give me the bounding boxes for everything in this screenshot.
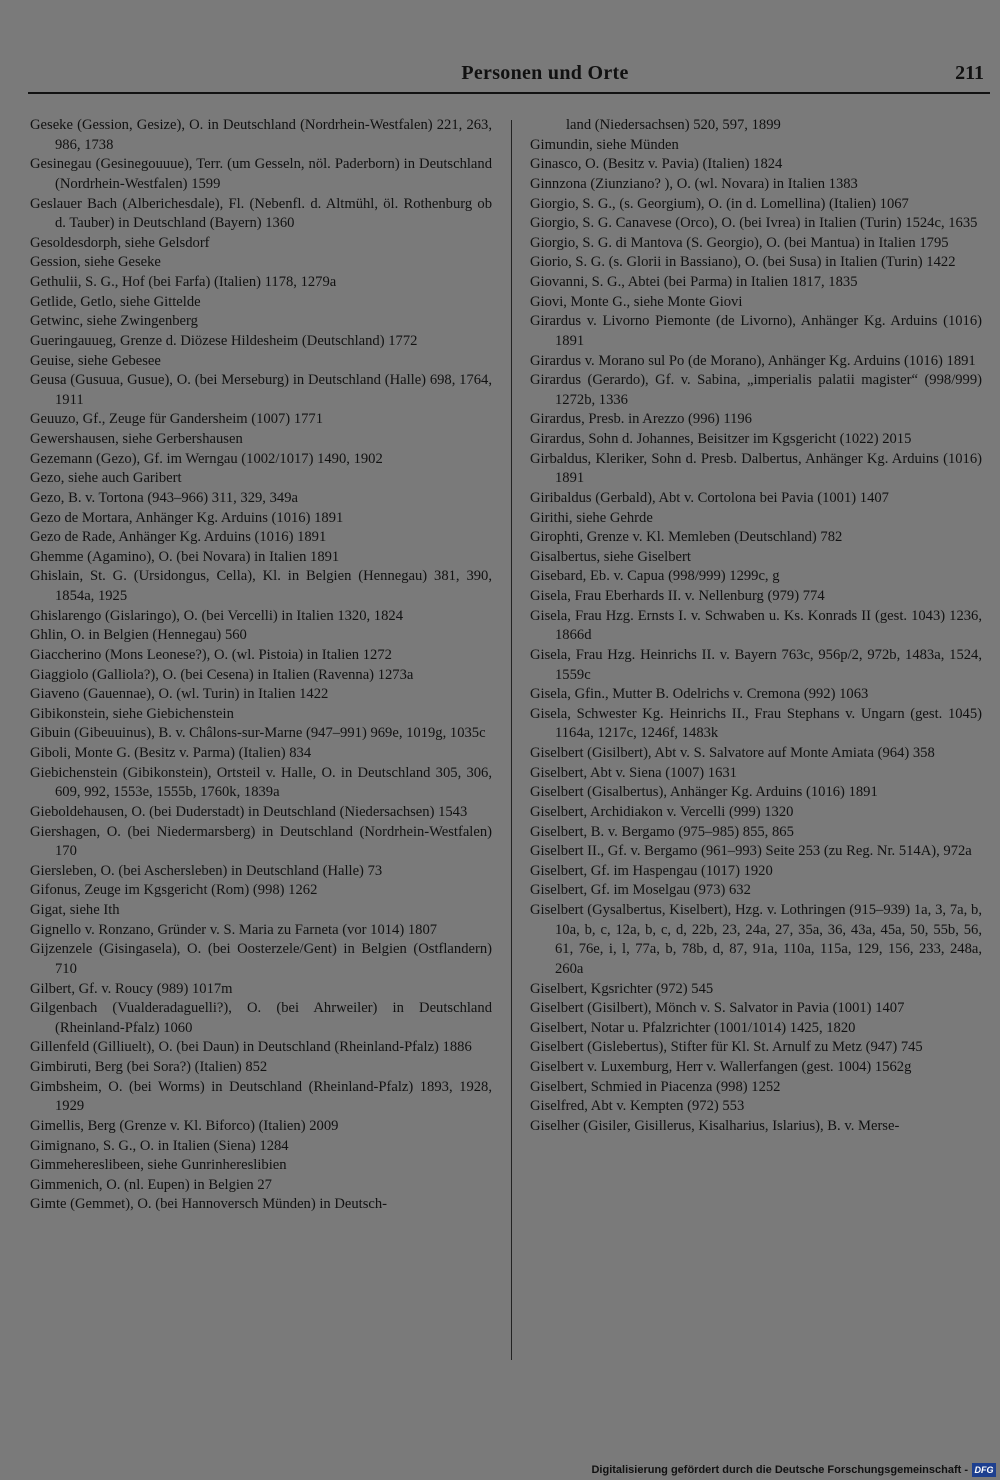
index-entry: Getlide, Getlo, siehe Gittelde [30, 293, 201, 310]
index-entry: Gimmehereslibeen, siehe Gunrinhereslibien [30, 1157, 287, 1174]
index-entry: Ghislarengo (Gislaringo), O. (bei Vercelli) in Italien 1320, 1824 [30, 607, 403, 624]
index-entry: Giorgio, S. G., (s. Georgium), O. (in d. Lomellina) (Italien) 1067 [530, 195, 909, 212]
running-title: Personen und Orte [461, 62, 629, 84]
page-number: 211 [955, 62, 984, 84]
index-entry: Giaccherino (Mons Leonese?), O. (wl. Pistoia) in Italien 1272 [30, 646, 392, 663]
page-header [30, 58, 990, 92]
index-entry: Gesinegau (Gesinegouuue), Terr. (um Gesseln, nöl. Paderborn) in Deutschland (Nordrhein-Westfalen) 1599 [30, 156, 492, 192]
index-entry: Gisela, Schwester Kg. Heinrichs II., Frau Stephans v. Ungarn (gest. 1045) 1164a, 1217c, 1246f, 1483k [530, 705, 982, 742]
index-entry: Girardus, Presb. in Arezzo (996) 1196 [530, 411, 752, 428]
index-entry: Gezo, siehe auch Garibert [30, 470, 182, 487]
index-entry: Gilgenbach (Vualderadaguelli?), O. (bei Ahrweiler) in Deutschland (Rheinland-Pfalz) 1060 [30, 1000, 492, 1036]
index-entry: Gimellis, Berg (Grenze v. Kl. Biforco) (Italien) 2009 [30, 1117, 339, 1134]
index-entry: Giselbert v. Luxemburg, Herr v. Wallerfangen (gest. 1004) 1562g [530, 1059, 912, 1075]
index-entry: Gisela, Frau Eberhards II. v. Nellenburg (979) 774 [530, 588, 825, 604]
index-entry: Giovanni, S. G., Abtei (bei Parma) in Italien 1817, 1835 [530, 274, 858, 290]
index-entry: Giorio, S. G. (s. Glorii in Bassiano), O. (bei Susa) in Italien (Turin) 1422 [530, 254, 956, 271]
index-entry: Gijzenzele (Gisingasela), O. (bei Oosterzele/Gent) in Belgien (Ostflandern) 710 [30, 941, 492, 977]
index-entry: Girbaldus, Kleriker, Sohn d. Presb. Dalbertus, Anhänger Kg. Arduins (1016) 1891 [530, 450, 982, 487]
index-entry: Gewershausen, siehe Gerbershausen [30, 431, 243, 447]
index-entry: Gethulii, S. G., Hof (bei Farfa) (Italien) 1178, 1279a [30, 274, 337, 290]
index-entry: Giaveno (Gauennae), O. (wl. Turin) in Italien 1422 [30, 686, 329, 703]
index-entry: Gimbiruti, Berg (bei Sora?) (Italien) 852 [30, 1059, 268, 1075]
index-entry: Giselbert, B. v. Bergamo (975–985) 855, 865 [530, 823, 794, 840]
index-entry: Gimignano, S. G., O. in Italien (Siena) 1284 [30, 1137, 289, 1154]
index-entry: Gezo de Mortara, Anhänger Kg. Arduins (1016) 1891 [30, 509, 344, 526]
right-column [530, 116, 982, 1137]
index-entry: Ghislain, St. G. (Ursidongus, Cella), Kl. in Belgien (Hennegau) 381, 390, 1854a, 1925 [30, 568, 492, 604]
index-entry: Giribaldus (Gerbald), Abt v. Cortolona bei Pavia (1001) 1407 [530, 489, 889, 506]
index-entry: Giselbert, Archidiakon v. Vercelli (999) 1320 [530, 803, 794, 820]
index-entry: Gimbsheim, O. (bei Worms) in Deutschland (Rheinland-Pfalz) 1893, 1928, 1929 [30, 1078, 492, 1115]
index-entry: Gisalbertus, siehe Giselbert [530, 548, 691, 565]
index-entry: Ginnzona (Ziunziano? ), O. (wl. Novara) in Italien 1383 [530, 175, 858, 192]
index-entry: Giselbert (Gisilbert), Mönch v. S. Salvator in Pavia (1001) 1407 [530, 1000, 905, 1017]
left-column [30, 116, 492, 1215]
index-entry: Gibikonstein, siehe Giebichenstein [30, 705, 234, 722]
index-entry: Girardus (Gerardo), Gf. v. Sabina, „imperialis palatii magister“ (998/999) 1272b, 1336 [530, 372, 982, 408]
index-entry: Gession, siehe Geseke [30, 254, 161, 271]
index-entry: Giselbert II., Gf. v. Bergamo (961–993) Seite 253 (zu Reg. Nr. 514A), 972a [530, 843, 972, 860]
index-entry: Giselbert (Gisalbertus), Anhänger Kg. Arduins (1016) 1891 [530, 784, 878, 801]
index-entry: Giselbert, Notar u. Pfalzrichter (1001/1014) 1425, 1820 [530, 1019, 856, 1036]
index-entry: Giselbert (Gysalbertus, Kiselbert), Hzg. v. Lothringen (915–939) 1a, 3, 7a, b, 10a, b, c, 12a, b, c, d, 22b, 23, 24a, 27, 35a, 36, 43a, 45a, 50, 55b, 56, 61, 76e, i, l, 77a, b, 78b, d, 87, 91a, 110a, 115a, 129, 156, 233, 248a, 260a [530, 902, 982, 977]
index-entry: Gifonus, Zeuge im Kgsgericht (Rom) (998) 1262 [30, 882, 318, 899]
index-entry: Giershagen, O. (bei Niedermarsberg) in Deutschland (Nordrhein-Westfalen) 170 [30, 823, 492, 860]
index-entry: Gisela, Frau Hzg. Heinrichs II. v. Bayern 763c, 956p/2, 972b, 1483a, 1524, 1559c [530, 646, 982, 683]
index-entry: Girithi, siehe Gehrde [530, 509, 653, 526]
index-entry: Geuise, siehe Gebesee [30, 352, 161, 369]
index-entry: Gillenfeld (Gilliuelt), O. (bei Daun) in Deutschland (Rheinland-Pfalz) 1886 [30, 1039, 472, 1056]
index-entry: Giebichenstein (Gibikonstein), Ortsteil v. Halle, O. in Deutschland 305, 306, 609, 992, 1553e, 1555b, 1760k, 1839a [30, 764, 492, 801]
index-entry: Giselbert, Kgsrichter (972) 545 [530, 980, 714, 997]
index-entry: Giselbert, Abt v. Siena (1007) 1631 [530, 764, 737, 781]
index-entry: Girardus v. Livorno Piemonte (de Livorno), Anhänger Kg. Arduins (1016) 1891 [530, 313, 982, 349]
index-entry: Giselbert (Gisilbert), Abt v. S. Salvatore auf Monte Amiata (964) 358 [530, 745, 935, 761]
index-entry: Gieboldehausen, O. (bei Duderstadt) in Deutschland (Niedersachsen) 1543 [30, 803, 468, 820]
index-entry: Girophti, Grenze v. Kl. Memleben (Deutschland) 782 [530, 529, 843, 546]
index-entry: Giorgio, S. G. Canavese (Orco), O. (bei Ivrea) in Italien (Turin) 1524c, 1635 [530, 215, 978, 232]
index-entry: Geslauer Bach (Alberichesdale), Fl. (Nebenfl. d. Altmühl, öl. Rothenburg ob d. Tauber) in Deutschland (Bayern) 1360 [30, 195, 492, 232]
index-entry: Giboli, Monte G. (Besitz v. Parma) (Italien) 834 [30, 745, 312, 761]
index-entry: Giselbert, Schmied in Piacenza (998) 1252 [530, 1078, 781, 1095]
header-rule [28, 92, 990, 94]
index-entry: Gezemann (Gezo), Gf. im Werngau (1002/1017) 1490, 1902 [30, 450, 383, 467]
index-entry: Gueringauueg, Grenze d. Diözese Hildesheim (Deutschland) 1772 [30, 332, 418, 349]
index-entry: Geusa (Gusuua, Gusue), O. (bei Merseburg) in Deutschland (Halle) 698, 1764, 1911 [30, 372, 492, 408]
column-divider [511, 120, 512, 1360]
index-entry: Gigat, siehe Ith [30, 902, 120, 918]
index-entry: Giersleben, O. (bei Aschersleben) in Deutschland (Halle) 73 [30, 862, 383, 879]
index-entry: Gisela, Frau Hzg. Ernsts I. v. Schwaben u. Ks. Konrads II (gest. 1043) 1236, 1866d [530, 607, 982, 644]
index-entry: Getwinc, siehe Zwingenberg [30, 313, 198, 330]
index-entry: Ginasco, O. (Besitz v. Pavia) (Italien) 1824 [530, 156, 783, 173]
index-entry: Gibuin (Gibeuuinus), B. v. Châlons-sur-Marne (947–991) 969e, 1019g, 1035c [30, 725, 486, 742]
dfg-logo: DFG [972, 1463, 996, 1477]
index-entry: Giselbert, Gf. im Haspengau (1017) 1920 [530, 862, 773, 879]
funding-note: Digitalisierung gefördert durch die Deutsche Forschungsgemeinschaft - [591, 1464, 968, 1476]
index-entry: Giaggiolo (Galliola?), O. (bei Cesena) in Italien (Ravenna) 1273a [30, 666, 414, 683]
page-footer [0, 1462, 1000, 1480]
index-entry: Giselher (Gisiler, Gisillerus, Kisalharius, Islarius), B. v. Merse- [530, 1117, 900, 1134]
index-entry: Gisebard, Eb. v. Capua (998/999) 1299c, g [530, 568, 780, 585]
index-entry: Gezo de Rade, Anhänger Kg. Arduins (1016) 1891 [30, 529, 327, 546]
index-entry: Ghlin, O. in Belgien (Hennegau) 560 [30, 627, 247, 644]
index-entry: Gimte (Gemmet), O. (bei Hannoversch Münden) in Deutsch- [30, 1196, 388, 1213]
index-entry: land (Niedersachsen) 520, 597, 1899 [566, 117, 781, 133]
index-entry: Ghemme (Agamino), O. (bei Novara) in Italien 1891 [30, 548, 340, 565]
index-entry: Giovi, Monte G., siehe Monte Giovi [530, 293, 743, 310]
index-entry: Gilbert, Gf. v. Roucy (989) 1017m [30, 980, 233, 997]
index-entry: Gisela, Gfin., Mutter B. Odelrichs v. Cremona (992) 1063 [530, 686, 869, 703]
index-entry: Giselbert (Gislebertus), Stifter für Kl. St. Arnulf zu Metz (947) 745 [530, 1039, 923, 1056]
index-entry: Geseke (Gession, Gesize), O. in Deutschland (Nordrhein-Westfalen) 221, 263, 986, 1738 [30, 117, 492, 153]
index-entry: Girardus, Sohn d. Johannes, Beisitzer im Kgsgericht (1022) 2015 [530, 431, 912, 447]
index-entry: Giselfred, Abt v. Kempten (972) 553 [530, 1098, 745, 1115]
index-entry: Gezo, B. v. Tortona (943–966) 311, 329, 349a [30, 489, 298, 506]
index-entry: Gimmenich, O. (nl. Eupen) in Belgien 27 [30, 1176, 272, 1193]
index-entry: Gesoldesdorph, siehe Gelsdorf [30, 234, 210, 251]
index-entry: Gimundin, siehe Münden [530, 136, 679, 153]
index-entry: Gignello v. Ronzano, Gründer v. S. Maria zu Farneta (vor 1014) 1807 [30, 921, 438, 938]
index-entry: Giorgio, S. G. di Mantova (S. Georgio), O. (bei Mantua) in Italien 1795 [530, 234, 949, 251]
index-entry: Giselbert, Gf. im Moselgau (973) 632 [530, 882, 751, 899]
index-entry: Geuuzo, Gf., Zeuge für Gandersheim (1007) 1771 [30, 411, 324, 428]
index-entry: Girardus v. Morano sul Po (de Morano), Anhänger Kg. Arduins (1016) 1891 [530, 352, 976, 369]
